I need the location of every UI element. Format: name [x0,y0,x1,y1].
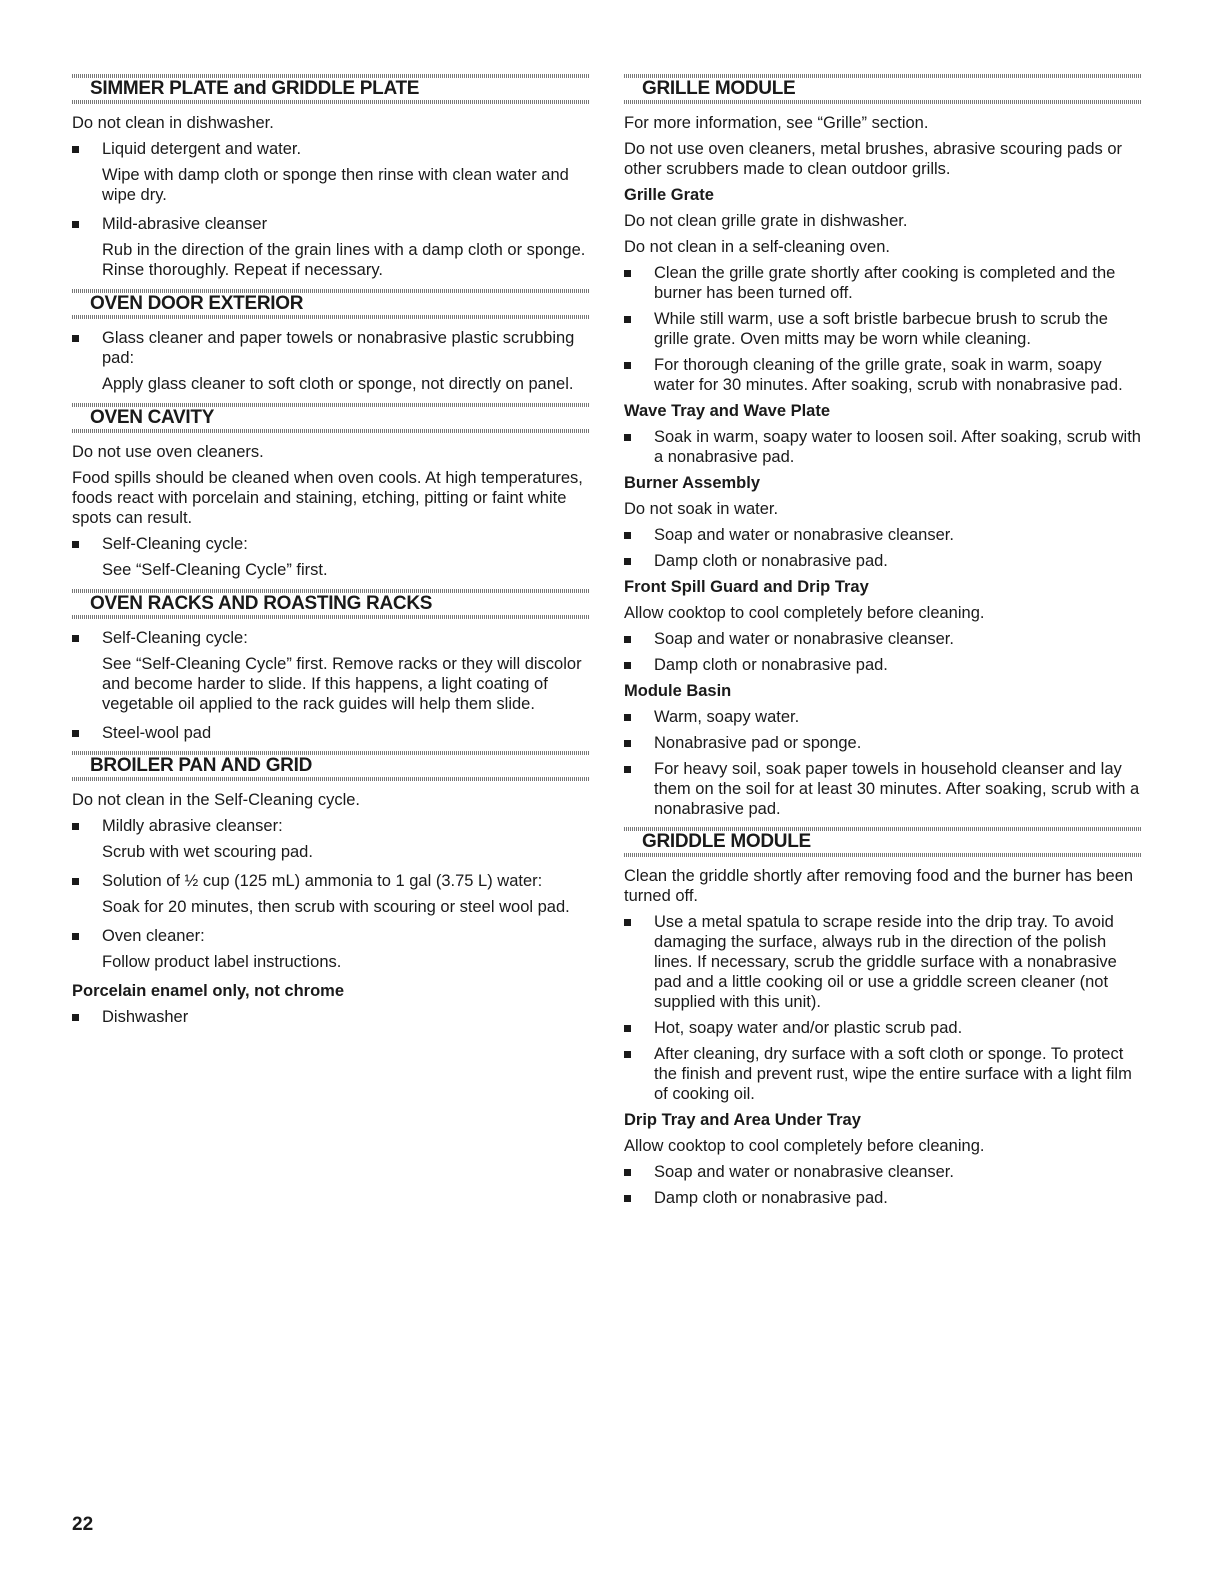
bullet-text: Soak in warm, soapy water to loosen soil. After soaking, scrub with a nonabrasive pad. [654,428,1141,466]
section-heading: BROILER PAN AND GRID [72,751,590,781]
square-bullet-icon [72,335,79,342]
bullet-text: Clean the grille grate shortly after cooking is completed and the burner has been turned off. [654,264,1116,302]
square-bullet-icon [72,933,79,940]
bullet-item [72,926,590,946]
square-bullet-icon [624,270,631,277]
bullet-text: Soap and water or nonabrasive cleanser. [654,1163,954,1181]
bullet-item [72,534,590,554]
bullet-item [72,214,590,234]
bullet-item [624,733,1142,753]
section-body [72,781,590,1027]
section-oven-cavity [72,403,590,580]
bullet-text: After cleaning, dry surface with a soft cloth or sponge. To protect the finish and prevent rust, wipe the entire surface with a light film of cooking oil. [654,1045,1132,1103]
bullet-text: For thorough cleaning of the grille grate, soak in warm, soapy water for 30 minutes. After soaking, scrub with nonabrasive pad. [654,356,1123,394]
square-bullet-icon [72,541,79,548]
square-bullet-icon [624,919,631,926]
bullet-text: Damp cloth or nonabrasive pad. [654,552,888,570]
bullet-text: Self-Cleaning cycle: [102,535,248,553]
bullet-text: Damp cloth or nonabrasive pad. [654,656,888,674]
indented-paragraph: Soak for 20 minutes, then scrub with scouring or steel wool pad. [102,898,570,916]
section-heading: GRIDDLE MODULE [624,827,1142,857]
square-bullet-icon [624,1025,631,1032]
bullet-text: Mild-abrasive cleanser [102,215,268,233]
bullet-item [624,1162,1142,1182]
square-bullet-icon [624,636,631,643]
section-body [624,104,1142,819]
bullet-item [624,1018,1142,1038]
square-bullet-icon [624,766,631,773]
square-bullet-icon [72,878,79,885]
bullet-text: Mildly abrasive cleanser: [102,817,283,835]
square-bullet-icon [624,532,631,539]
bullet-item [624,629,1142,649]
bullet-item [624,309,1142,349]
right-column [624,74,1142,1216]
section-body [72,319,590,394]
square-bullet-icon [72,221,79,228]
paragraph: Do not soak in water. [624,500,779,518]
square-bullet-icon [624,1195,631,1202]
bullet-text: For heavy soil, soak paper towels in household cleanser and lay them on the soil for at least 30 minutes. After soaking, scrub with a nonabrasive pad. [654,760,1140,818]
subheading: Drip Tray and Area Under Tray [624,1111,861,1129]
subheading: Wave Tray and Wave Plate [624,402,831,420]
square-bullet-icon [72,1014,79,1021]
bullet-item [624,427,1142,467]
indented-paragraph: Apply glass cleaner to soft cloth or sponge, not directly on panel. [102,375,574,393]
square-bullet-icon [624,714,631,721]
bullet-text: Steel-wool pad [102,724,212,742]
bullet-item [624,759,1142,819]
bullet-item [624,355,1142,395]
indented-paragraph: See “Self-Cleaning Cycle” first. Remove racks or they will discolor and become harder to slide. If this happens, a light coating of vegetable oil applied to the rack guides will help them slide. [102,655,582,713]
paragraph: Do not clean grille grate in dishwasher. [624,212,908,230]
section-grille-module [624,74,1142,819]
square-bullet-icon [624,362,631,369]
paragraph: Allow cooktop to cool completely before cleaning. [624,1137,985,1155]
bullet-item [624,655,1142,675]
section-oven-racks-and-roasting-racks [72,589,590,743]
subheading: Burner Assembly [624,474,761,492]
bullet-text: Liquid detergent and water. [102,140,302,158]
indented-paragraph: See “Self-Cleaning Cycle” first. [102,561,328,579]
paragraph: Do not use oven cleaners. [72,443,264,461]
section-heading: OVEN RACKS AND ROASTING RACKS [72,589,590,619]
subheading: Grille Grate [624,186,714,204]
bullet-item [72,816,590,836]
section-broiler-pan-and-grid [72,751,590,1027]
left-column [72,74,590,1035]
square-bullet-icon [624,434,631,441]
subheading: Module Basin [624,682,732,700]
paragraph: Do not use oven cleaners, metal brushes, abrasive scouring pads or other scrubbers made to clean outdoor grills. [624,140,1123,178]
bullet-text: Soap and water or nonabrasive cleanser. [654,630,954,648]
section-griddle-module [624,827,1142,1208]
section-heading: OVEN CAVITY [72,403,590,433]
paragraph: Do not clean in dishwasher. [72,114,274,132]
square-bullet-icon [624,558,631,565]
bullet-item [72,328,590,368]
square-bullet-icon [624,316,631,323]
paragraph: Do not clean in a self-cleaning oven. [624,238,890,256]
square-bullet-icon [72,146,79,153]
section-heading: SIMMER PLATE and GRIDDLE PLATE [72,74,590,104]
section-heading: OVEN DOOR EXTERIOR [72,289,590,319]
bullet-item [624,263,1142,303]
bullet-item [624,1188,1142,1208]
section-oven-door-exterior [72,289,590,394]
paragraph: Food spills should be cleaned when oven cools. At high temperatures, foods react with porcelain and staining, etching, pitting or faint white spots can result. [72,469,583,527]
bullet-item [624,551,1142,571]
bullet-text: Damp cloth or nonabrasive pad. [654,1189,888,1207]
bullet-item [624,912,1142,1012]
indented-paragraph: Wipe with damp cloth or sponge then rinse with clean water and wipe dry. [102,166,569,204]
bullet-item [624,525,1142,545]
subheading: Front Spill Guard and Drip Tray [624,578,869,596]
bullet-item [72,871,590,891]
section-simmer-plate-and-griddle-plate [72,74,590,280]
square-bullet-icon [624,662,631,669]
section-body [624,857,1142,1208]
indented-paragraph: Follow product label instructions. [102,953,342,971]
section-body [72,433,590,580]
section-body [72,104,590,280]
square-bullet-icon [72,823,79,830]
indented-paragraph: Scrub with wet scouring pad. [102,843,313,861]
square-bullet-icon [72,730,79,737]
bullet-text: Oven cleaner: [102,927,205,945]
bullet-item [72,1007,590,1027]
bullet-text: Use a metal spatula to scrape reside into the drip tray. To avoid damaging the surface, always rub in the direction of the polish lines. If necessary, scrub the griddle surface with a nonabrasive pad and a little cooking oil or use a griddle screen cleaner (not supplied with this unit). [654,913,1117,1011]
bullet-item [624,1044,1142,1104]
bullet-text: Self-Cleaning cycle: [102,629,248,647]
paragraph: For more information, see “Grille” section. [624,114,929,132]
square-bullet-icon [624,740,631,747]
bullet-text: Soap and water or nonabrasive cleanser. [654,526,954,544]
page-number: 22 [72,1514,94,1535]
square-bullet-icon [624,1169,631,1176]
bullet-item [72,628,590,648]
bullet-text: Nonabrasive pad or sponge. [654,734,862,752]
bullet-item [624,707,1142,727]
bullet-text: Hot, soapy water and/or plastic scrub pad. [654,1019,963,1037]
bullet-text: Solution of ½ cup (125 mL) ammonia to 1 gal (3.75 L) water: [102,872,543,890]
paragraph: Allow cooktop to cool completely before cleaning. [624,604,985,622]
bullet-text: While still warm, use a soft bristle barbecue brush to scrub the grille grate. Oven mitts may be worn while cleaning. [654,310,1108,348]
bullet-text: Dishwasher [102,1008,189,1026]
indented-paragraph: Rub in the direction of the grain lines with a damp cloth or sponge. Rinse thoroughly. Repeat if necessary. [102,241,586,279]
subheading: Porcelain enamel only, not chrome [72,982,345,1000]
bullet-text: Warm, soapy water. [654,708,800,726]
bullet-item [72,723,590,743]
section-body [72,619,590,743]
bullet-item [72,139,590,159]
section-heading: GRILLE MODULE [624,74,1142,104]
bullet-text: Glass cleaner and paper towels or nonabrasive plastic scrubbing pad: [102,329,575,367]
paragraph: Do not clean in the Self-Cleaning cycle. [72,791,360,809]
square-bullet-icon [72,635,79,642]
paragraph: Clean the griddle shortly after removing food and the burner has been turned off. [624,867,1134,905]
square-bullet-icon [624,1051,631,1058]
